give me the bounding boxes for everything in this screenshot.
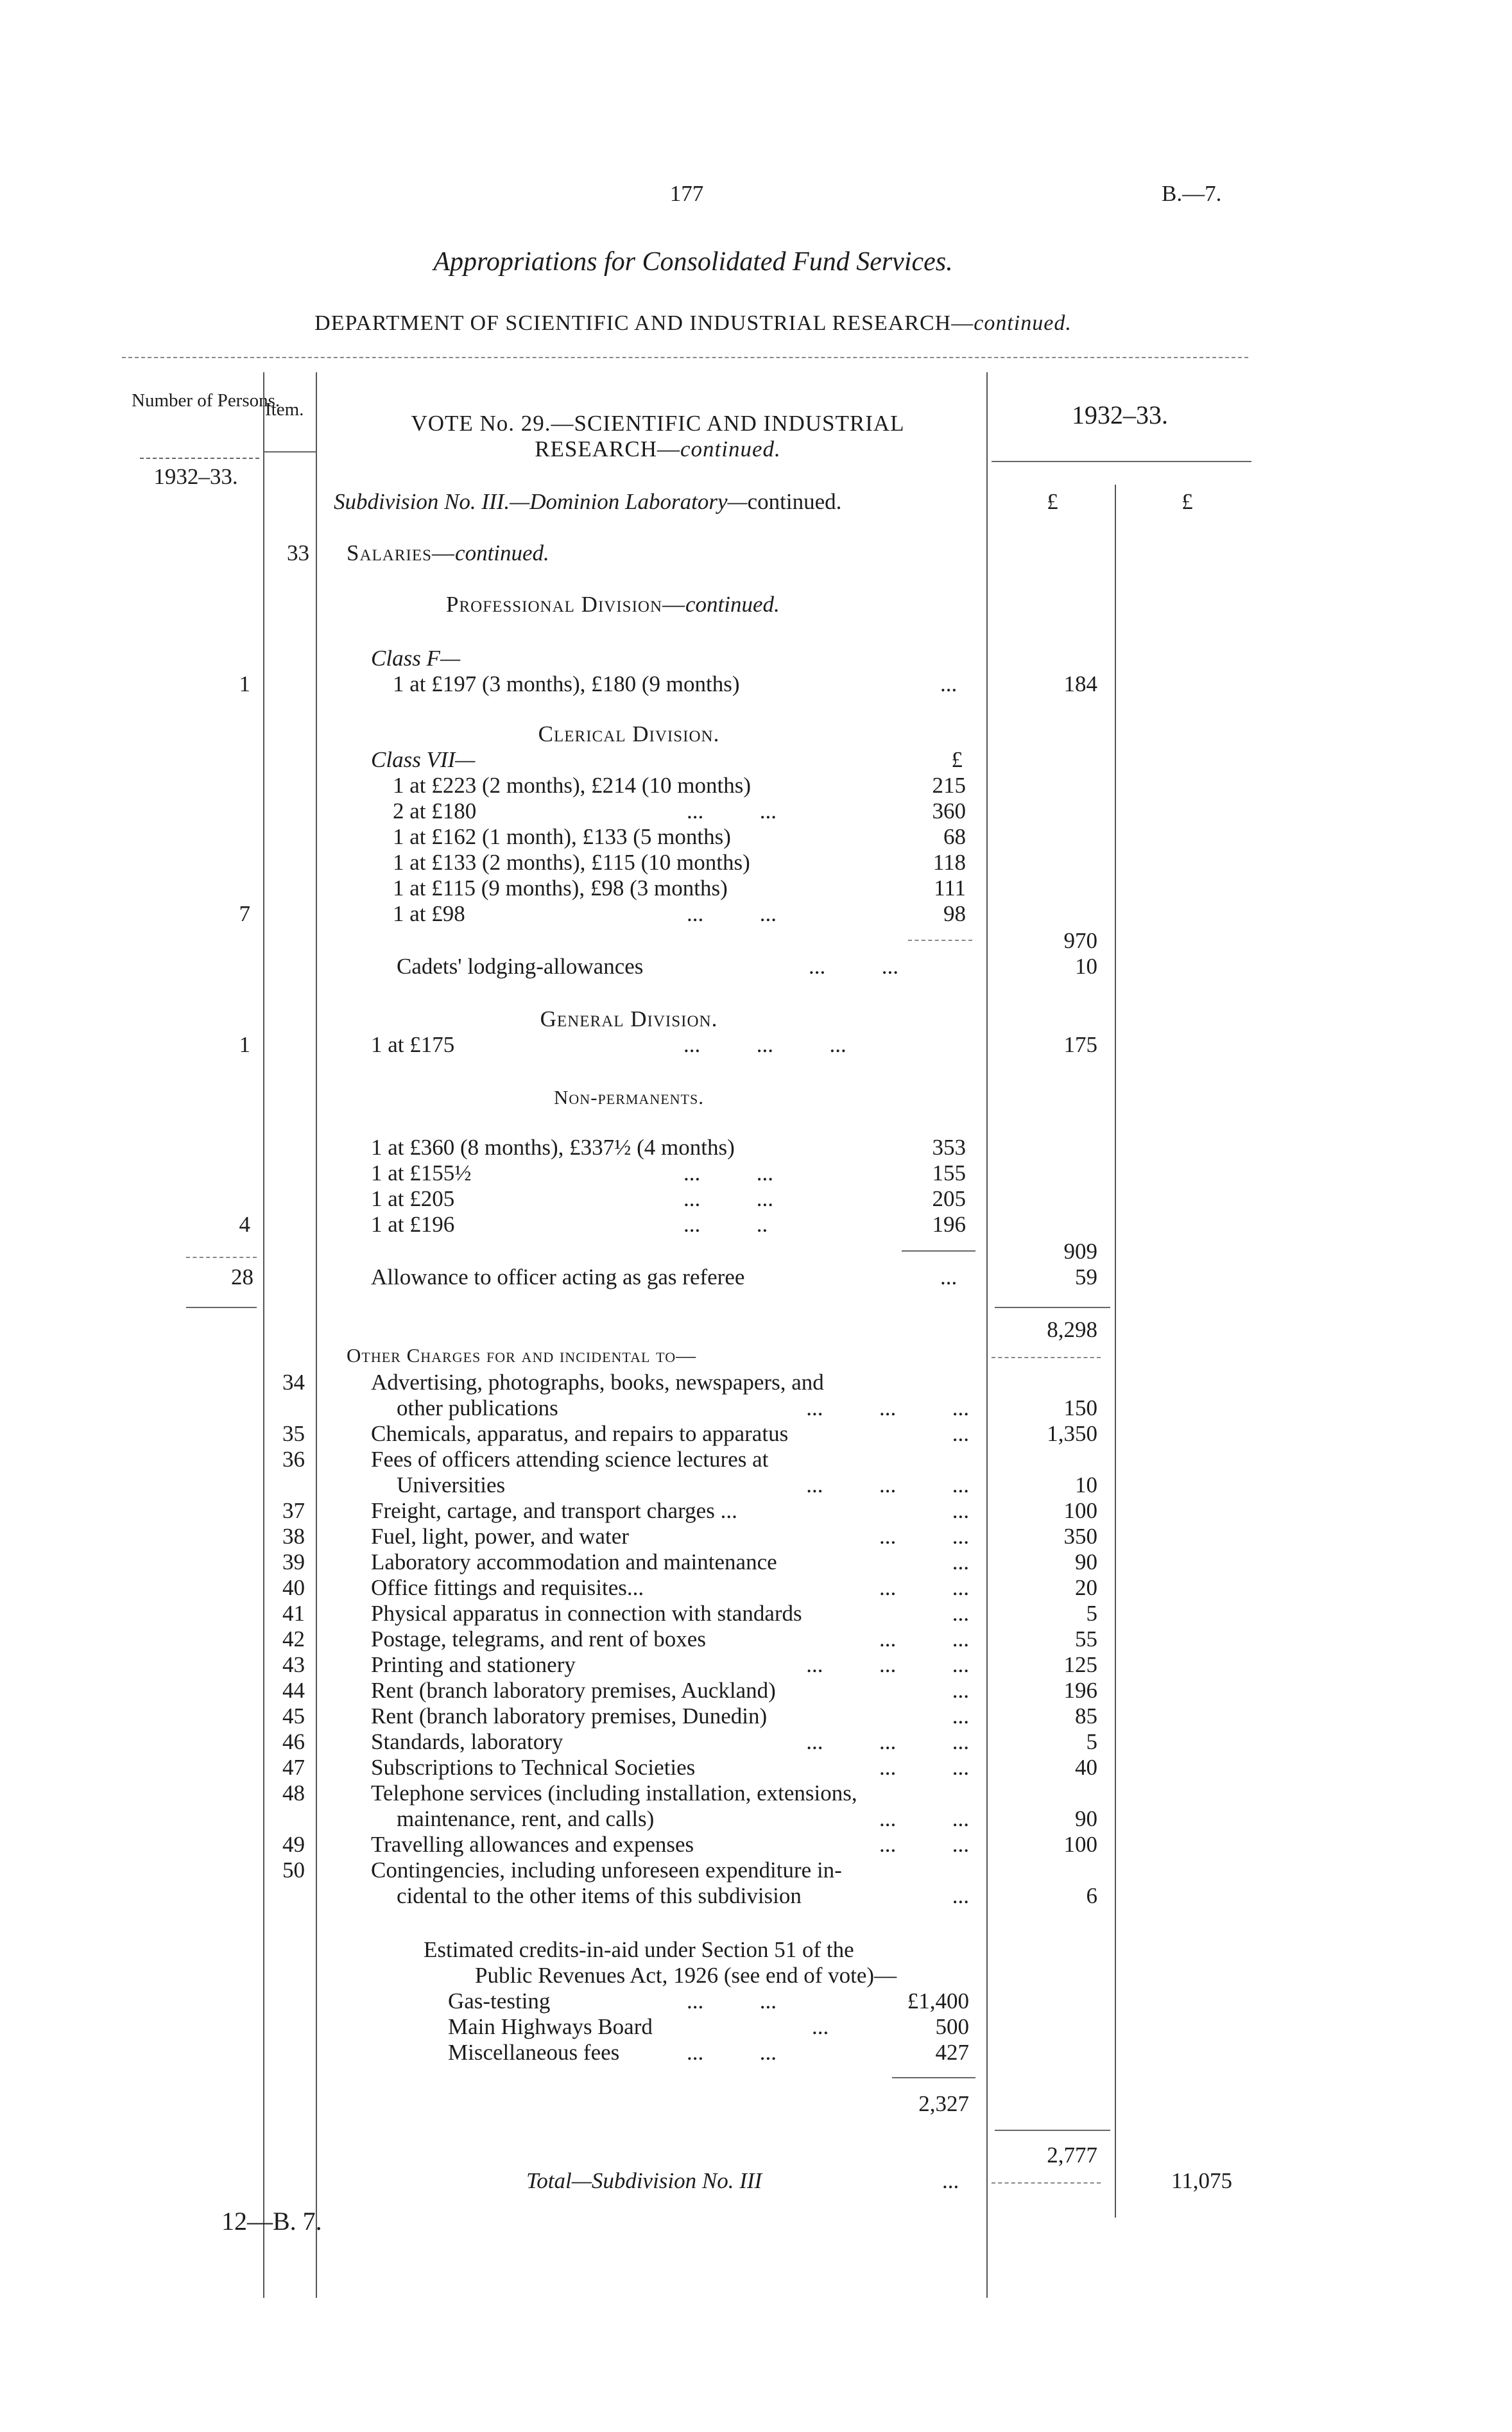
nonperm-row-text: 1 at £196	[371, 1212, 455, 1237]
clerical-row-dots: ... ...	[687, 798, 777, 824]
clerical-row-value: 215	[932, 773, 966, 798]
class-vii-label: Class VII—	[371, 747, 476, 772]
non-permanents-heading: Non-permanents.	[554, 1086, 704, 1108]
vote-title-continued: continued.	[680, 436, 781, 461]
credits-subtotal-rule	[892, 2077, 975, 2078]
credits-in-aid-line2: Public Revenues Act, 1926 (see end of vote)—	[475, 1963, 897, 1988]
charge-dots: ... ...	[879, 1755, 969, 1780]
gas-referee-amount: 59	[1075, 1264, 1097, 1289]
charge-description: Freight, cartage, and transport charges ...	[371, 1498, 737, 1523]
clerical-row-text: 1 at £133 (2 months), £115 (10 months)	[393, 850, 750, 875]
nonperm-subtotal-rule	[902, 1250, 975, 1252]
page-number: 177	[669, 181, 704, 206]
rule-year-head	[992, 461, 1251, 462]
charge-dots: ... ... ...	[806, 1472, 969, 1497]
general-division-amount: 175	[1063, 1032, 1097, 1057]
credit-label: Miscellaneous fees	[448, 2040, 620, 2065]
credit-dots: ... ...	[687, 2040, 777, 2065]
charge-description: Chemicals, apparatus, and repairs to apparatus	[371, 1421, 789, 1446]
charge-dots: ... ...	[879, 1626, 969, 1652]
charge-description: Laboratory accommodation and maintenance	[371, 1549, 777, 1574]
charge-description: Office fittings and requisites...	[371, 1575, 644, 1600]
persons-subtotal-rule	[186, 1257, 257, 1258]
charge-dots: ... ... ...	[806, 1729, 969, 1754]
charge-item-number: 45	[282, 1703, 305, 1729]
charge-description: Physical apparatus in connection with standards	[371, 1601, 802, 1626]
cadets-allowance-label: Cadets' lodging-allowances	[397, 954, 644, 979]
other-charges-top-rule	[992, 1357, 1101, 1358]
department-name: DEPARTMENT OF SCIENTIFIC AND INDUSTRIAL RESEARCH—	[314, 311, 974, 335]
charge-amount: 5	[1086, 1601, 1097, 1626]
charge-item-number: 46	[282, 1729, 305, 1754]
gas-referee-label: Allowance to officer acting as gas referee	[371, 1264, 745, 1289]
credits-in-aid-line1: Estimated credits-in-aid under Section 51 of the	[424, 1937, 854, 1962]
class-f-persons: 1	[239, 671, 250, 696]
charge-description-continued: other publications	[397, 1395, 558, 1420]
charge-dots: ... ... ...	[806, 1395, 969, 1420]
charge-dots: ...	[952, 1678, 969, 1703]
charge-dots: ... ...	[879, 1524, 969, 1549]
general-division-heading: General Division.	[540, 1006, 718, 1031]
page-signature: 12—B. 7.	[221, 2207, 322, 2236]
clerical-row-value: 98	[943, 901, 966, 926]
charge-description-continued: Universities	[397, 1472, 506, 1497]
document-reference: B.—7.	[1162, 181, 1222, 206]
clerical-row-dots: ... ...	[687, 901, 777, 926]
subdivision-total-rule	[992, 2182, 1101, 2184]
charge-amount: 350	[1063, 1524, 1097, 1549]
rule-vertical-3	[986, 372, 988, 2298]
clerical-row-text: 1 at £98	[393, 901, 465, 926]
subdivision-continued: continued.	[747, 489, 842, 514]
professional-division-heading	[446, 592, 780, 617]
rule-vertical-4	[1115, 485, 1116, 2218]
charge-item-number: 38	[282, 1524, 305, 1549]
charge-amount: 6	[1086, 1883, 1097, 1908]
subdivision-total-label: Total—Subdivision No. III	[526, 2168, 762, 2193]
credit-value: 500	[935, 2014, 969, 2039]
rule-vertical-1	[263, 372, 264, 2298]
item-header: Item.	[265, 399, 304, 420]
salaries-label: Salaries—	[347, 540, 456, 565]
subdivision-label: Subdivision No. III.—Dominion Laboratory—	[334, 489, 748, 514]
credit-label: Main Highways Board	[448, 2014, 653, 2039]
charge-amount: 90	[1075, 1806, 1097, 1831]
charge-description: Contingencies, including unforeseen expenditure in-	[371, 1858, 842, 1883]
subdivision-total-amount: 11,075	[1171, 2168, 1232, 2193]
charge-item-number: 44	[282, 1678, 305, 1703]
charge-description-continued: maintenance, rent, and calls)	[397, 1806, 655, 1831]
charge-dots: ... ...	[879, 1806, 969, 1831]
charge-item-number: 41	[282, 1601, 305, 1626]
page-title: Appropriations for Consolidated Fund Services.	[433, 247, 953, 277]
class-f-line: 1 at £197 (3 months), £180 (9 months)	[393, 671, 740, 696]
charge-dots: ...	[952, 1549, 969, 1574]
nonperm-row-value: 353	[932, 1135, 966, 1160]
salaries-item-number: 33	[287, 540, 309, 565]
salaries-total: 8,298	[1047, 1317, 1097, 1342]
total-persons: 28	[231, 1264, 253, 1289]
charge-dots: ... ... ...	[806, 1652, 969, 1677]
charge-amount: 150	[1063, 1395, 1097, 1420]
clerical-row-value: 111	[934, 875, 966, 901]
charge-amount: 5	[1086, 1729, 1097, 1754]
charge-description: Rent (branch laboratory premises, Auckland)	[371, 1678, 776, 1703]
charge-amount: 90	[1075, 1549, 1097, 1574]
charge-dots: ...	[952, 1601, 969, 1626]
charge-item-number: 39	[282, 1549, 305, 1574]
charge-item-number: 35	[282, 1421, 305, 1446]
clerical-inner-pound: £	[951, 747, 963, 772]
nonperm-row-text: 1 at £360 (8 months), £337½ (4 months)	[371, 1135, 735, 1160]
charge-amount: 85	[1075, 1703, 1097, 1729]
charge-description: Subscriptions to Technical Societies	[371, 1755, 696, 1780]
credits-total: 2,327	[918, 2091, 969, 2116]
charge-description: Advertising, photographs, books, newspapers, and	[371, 1370, 824, 1395]
charge-description: Travelling allowances and expenses	[371, 1832, 694, 1857]
other-charges-total: 2,777	[1047, 2143, 1097, 2168]
charge-description: Fees of officers attending science lectures at	[371, 1447, 769, 1472]
clerical-row-text: 1 at £162 (1 month), £133 (5 months)	[393, 824, 731, 849]
year-header-right: 1932–33.	[1072, 401, 1168, 429]
pound-column-b: £	[1181, 489, 1193, 514]
nonperm-row-dots: ... ..	[683, 1212, 768, 1237]
professional-division-continued: continued.	[685, 592, 780, 617]
department-continued: continued.	[974, 311, 1072, 335]
charge-amount: 55	[1075, 1626, 1097, 1652]
charge-description: Printing and stationery	[371, 1652, 576, 1677]
charge-item-number: 42	[282, 1626, 305, 1652]
charge-item-number: 50	[282, 1858, 305, 1883]
nonperm-row-value: 196	[932, 1212, 966, 1237]
rule-vertical-2	[316, 372, 317, 2298]
number-of-persons-header: Number of Persons.	[132, 390, 280, 411]
charge-item-number: 48	[282, 1781, 305, 1806]
clerical-total: 970	[1063, 928, 1097, 953]
charge-dots: ...	[952, 1703, 969, 1729]
cadets-allowance-amount: 10	[1075, 954, 1097, 979]
clerical-row-text: 2 at £180	[393, 798, 477, 824]
credit-value: 427	[935, 2040, 969, 2065]
clerical-division-heading: Clerical Division.	[538, 721, 720, 746]
clerical-row-text: 1 at £223 (2 months), £214 (10 months)	[393, 773, 752, 798]
subdivision-total-dots: ...	[942, 2168, 959, 2193]
gas-referee-dots: ...	[940, 1264, 958, 1289]
salaries-continued: continued.	[455, 540, 549, 565]
nonperm-row-text: 1 at £205	[371, 1186, 455, 1211]
class-f-label: Class F—	[371, 646, 461, 671]
year-header-left: 1932–33.	[153, 464, 238, 489]
persons-total-rule	[186, 1307, 257, 1308]
credit-dots: ... ...	[687, 1988, 777, 2014]
charge-item-number: 34	[282, 1370, 305, 1395]
charge-description: Postage, telegrams, and rent of boxes	[371, 1626, 706, 1652]
charge-item-number: 43	[282, 1652, 305, 1677]
nonperm-row-value: 155	[932, 1160, 966, 1186]
general-division-dots: ... ... ...	[683, 1032, 846, 1057]
charge-dots: ...	[952, 1421, 969, 1446]
header-rule	[122, 357, 1248, 358]
nonperm-persons: 4	[239, 1212, 250, 1237]
charge-dots: ... ...	[879, 1575, 969, 1600]
credit-dots: ...	[812, 2014, 829, 2039]
charge-description: Standards, laboratory	[371, 1729, 563, 1754]
clerical-row-value: 360	[932, 798, 966, 824]
charge-item-number: 47	[282, 1755, 305, 1780]
vote-title-line2	[337, 436, 979, 462]
clerical-row-value: 68	[943, 824, 966, 849]
salaries-total-rule	[995, 1307, 1110, 1308]
rule-number-head	[140, 458, 259, 459]
vote-title-research: RESEARCH—	[535, 436, 681, 461]
charge-description: Fuel, light, power, and water	[371, 1524, 629, 1549]
credit-label: Gas-testing	[448, 1988, 551, 2014]
nonperm-row-text: 1 at £155½	[371, 1160, 472, 1186]
charge-description: Rent (branch laboratory premises, Dunedin)	[371, 1703, 768, 1729]
salaries-heading	[347, 540, 549, 566]
class-f-amount: 184	[1063, 671, 1097, 696]
charge-description: Telephone services (including installation, extensions,	[371, 1781, 857, 1806]
nonperm-row-dots: ... ...	[683, 1160, 773, 1186]
charge-amount: 1,350	[1047, 1421, 1097, 1446]
clerical-persons: 7	[239, 901, 250, 926]
other-charges-heading: Other Charges for and incidental to—	[347, 1344, 697, 1367]
charge-item-number: 36	[282, 1447, 305, 1472]
cadets-allowance-dots: ... ...	[809, 954, 898, 979]
rule-item-head	[264, 451, 316, 453]
charge-amount: 100	[1063, 1832, 1097, 1857]
nonperm-row-dots: ... ...	[683, 1186, 773, 1211]
credit-value: £1,400	[907, 1988, 969, 2014]
nonperm-row-value: 205	[932, 1186, 966, 1211]
clerical-row-value: 118	[932, 850, 966, 875]
charge-item-number: 49	[282, 1832, 305, 1857]
clerical-subtotal-rule	[908, 940, 972, 941]
charge-description-continued: cidental to the other items of this subdivision	[397, 1883, 802, 1908]
department-heading	[128, 311, 1258, 336]
charge-item-number: 37	[282, 1498, 305, 1523]
vote-title-line1: VOTE No. 29.—SCIENTIFIC AND INDUSTRIAL	[411, 411, 905, 436]
charge-amount: 40	[1075, 1755, 1097, 1780]
professional-division-label: Professional Division—	[446, 592, 686, 617]
charge-dots: ...	[952, 1498, 969, 1523]
pound-column-a: £	[1047, 489, 1058, 514]
class-f-dots: ...	[940, 671, 958, 696]
charge-amount: 125	[1063, 1652, 1097, 1677]
charge-dots: ... ...	[879, 1832, 969, 1857]
nonperm-total: 909	[1063, 1239, 1097, 1264]
charge-item-number: 40	[282, 1575, 305, 1600]
subdivision-heading	[334, 489, 841, 515]
charge-dots: ...	[952, 1883, 969, 1908]
charge-amount: 100	[1063, 1498, 1097, 1523]
charge-amount: 20	[1075, 1575, 1097, 1600]
charge-amount: 10	[1075, 1472, 1097, 1497]
charges-total-rule	[995, 2130, 1110, 2131]
general-division-line: 1 at £175	[371, 1032, 455, 1057]
clerical-row-text: 1 at £115 (9 months), £98 (3 months)	[393, 875, 728, 901]
charge-amount: 196	[1063, 1678, 1097, 1703]
general-division-persons: 1	[239, 1032, 250, 1057]
